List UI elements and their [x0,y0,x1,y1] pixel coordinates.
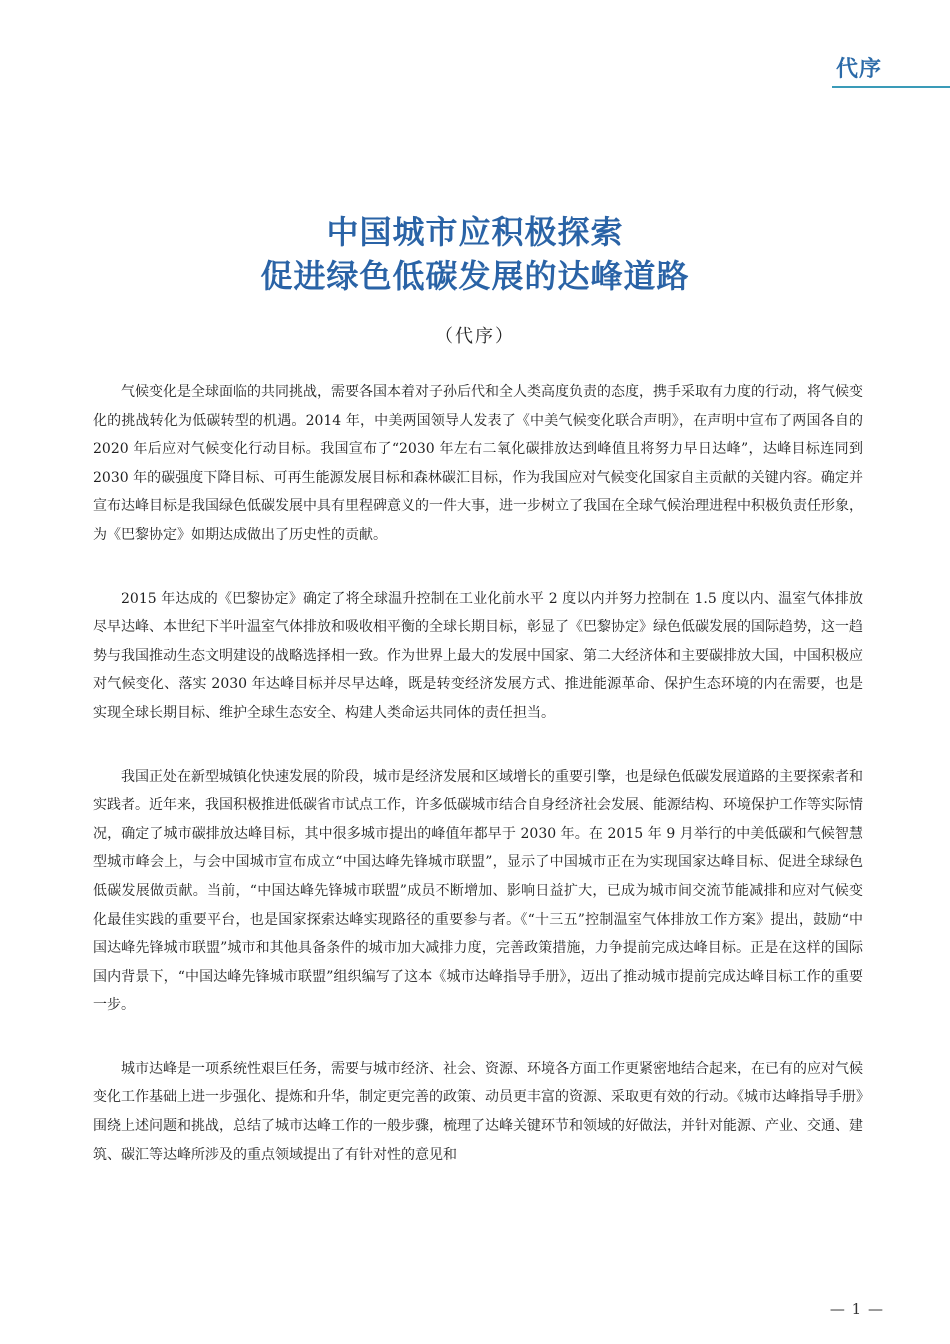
page-title [0,210,950,298]
body-text [93,378,863,1204]
page-subtitle: （代序） [435,326,515,347]
title-line-2: 促进绿色低碳发展的达峰道路 [260,257,690,295]
page-number: — 1 — [829,1300,884,1318]
section-label: 代序 [835,57,882,82]
section-divider [832,86,950,88]
paragraph: 城市达峰是一项系统性艰巨任务，需要与城市经济、社会、资源、环境各方面工作更紧密地结合起来，在已有的应对气候变化工作基础上进一步强化、提炼和升华，制定更完善的政策、动员更丰富的资源、采取更有效的行动。《城市达峰指导手册》围绕上述问题和挑战，总结了城市达峰工作的一般步骤，梳理了达峰关键环节和领域的好做法，并针对能源、产业、交通、建筑、碳汇等达峰所涉及的重点领域提出了有针对性的意见和 [93,1060,863,1163]
paragraph: 气候变化是全球面临的共同挑战，需要各国本着对子孙后代和全人类高度负责的态度，携手采取有力度的行动，将气候变化的挑战转化为低碳转型的机遇。2014 年，中美两国领导人发表了《中美气候变化联合声明》，在声明中宣布了两国各自的 2020 年后应对气候变化行动目标。我国宣布了“2030 年左右二氧化碳排放达到峰值且将努力早日达峰”，达峰目标连同到 2030 年的碳强度下降目标、可再生能源发展目标和森林碳汇目标，作为我国应对气候变化国家自主贡献的关键内容。确定并宣布达峰目标是我国绿色低碳发展中具有里程碑意义的一件大事，进一步树立了我国在全球气候治理进程中积极负责任形象，为《巴黎协定》如期达成做出了历史性的贡献。 [93,384,863,543]
title-line-1: 中国城市应积极探索 [326,213,624,251]
paragraph: 我国正处在新型城镇化快速发展的阶段，城市是经济发展和区域增长的重要引擎，也是绿色低碳发展道路的主要探索者和实践者。近年来，我国积极推进低碳省市试点工作，许多低碳城市结合自身经济社会发展、能源结构、环境保护工作等实际情况，确定了城市碳排放达峰目标，其中很多城市提出的峰值年都早于 2030 年。在 2015 年 9 月举行的中美低碳和气候智慧型城市峰会上，与会中国城市宣布成立“中国达峰先锋城市联盟”，显示了中国城市正在为实现国家达峰目标、促进全球绿色低碳发展做贡献。当前，“中国达峰先锋城市联盟”成员不断增加、影响日益扩大，已成为城市间交流节能减排和应对气候变化最佳实践的重要平台，也是国家探索达峰实现路径的重要参与者。《“十三五”控制温室气体排放工作方案》提出，鼓励“中国达峰先锋城市联盟”城市和其他具备条件的城市加大减排力度，完善政策措施，力争提前完成达峰目标。正是在这样的国际国内背景下，“中国达峰先锋城市联盟”组织编写了这本《城市达峰指导手册》，迈出了推动城市提前完成达峰目标工作的重要一步。 [93,768,863,1014]
paragraph: 2015 年达成的《巴黎协定》确定了将全球温升控制在工业化前水平 2 度以内并努力控制在 1.5 度以内、温室气体排放尽早达峰、本世纪下半叶温室气体排放和吸收相平衡的全球长期目标，彰显了《巴黎协定》绿色低碳发展的国际趋势，这一趋势与我国推动生态文明建设的战略选择相一致。作为世界上最大的发展中国家、第二大经济体和主要碳排放大国，中国积极应对气候变化、落实 2030 年达峰目标并尽早达峰，既是转变经济发展方式、推进能源革命、保护生态环境的内在需要，也是实现全球长期目标、维护全球生态安全、构建人类命运共同体的责任担当。 [93,590,863,721]
